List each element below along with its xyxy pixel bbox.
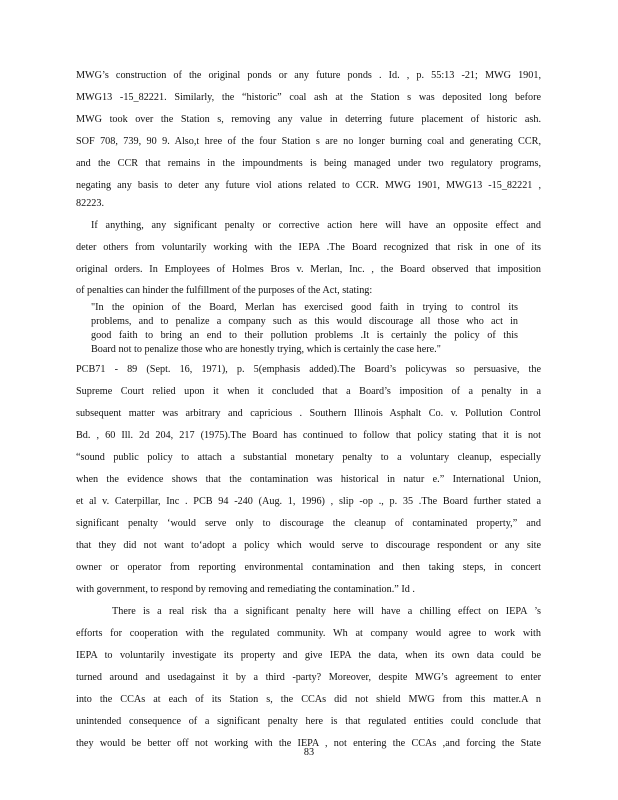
body-line: “sound public policy to attach a substantial monetary penalty to a voluntary cleanup, especially [76,452,541,463]
body-line: deter others from voluntarily working with the IEPA .The Board recognized that risk in one of its [76,242,541,253]
page-number: 83 [303,747,315,758]
body-line: owner or operator from reporting environmental contamination and then taking steps, in concert [76,562,541,573]
body-line: et al v. Caterpillar, Inc . PCB 94 -240 (Aug. 1, 1996) , slip -op ., p. 35 .The Board further stated a [76,496,541,507]
body-line: that they did not want to‘adopt a policy which would serve to discourage respondent or any site [76,540,541,551]
body-line: original orders. In Employees of Holmes Bros v. Merlan, Inc. , the Board observed that imposition [76,264,541,275]
body-line: Bd. , 60 Ill. 2d 204, 217 (1975).The Board has continued to follow that policy stating that it is not [76,430,541,441]
quote-line: problems, and to penalize a company such as this would discourage all those who act in [91,316,518,327]
body-line: PCB71 - 89 (Sept. 16, 1971), p. 5(emphasis added).The Board’s policywas so persuasive, the [76,364,541,375]
body-line: There is a real risk tha a significant penalty here will have a chilling effect on IEPA ’s [112,606,541,617]
body-line: significant penalty ‘would serve only to discourage the cleanup of contaminated property,” and [76,518,541,529]
body-line: MWG’s construction of the original ponds or any future ponds . Id. , p. 55:13 -21; MWG 1901, [76,70,541,81]
quote-line: good faith to bring an end to their pollution problems .It is certainly the policy of this [91,330,518,341]
body-line: Supreme Court relied upon it when it concluded that a Board’s imposition of a penalty in a [76,386,541,397]
body-line: efforts for cooperation with the regulated community. Wh at company would agree to work with [76,628,541,639]
body-line: and the CCR that remains in the impoundments is being managed under two regulatory programs, [76,158,541,169]
body-line: of penalties can hinder the fulfillment of the purposes of the Act, stating: [76,285,373,296]
body-line: into the CCAs at each of its Station s, the CCAs did not shield MWG from this matter.A n [76,694,541,705]
body-line: If anything, any significant penalty or corrective action here will have an opposite effect and [91,220,541,231]
body-line: unintended consequence of a significant penalty here is that regulated entities could conclude that [76,716,541,727]
body-line: subsequent matter was arbitrary and capricious . Southern Illinois Asphalt Co. v. Pollution Control [76,408,541,419]
body-line: with government, to respond by removing and remediating the contamination.” Id . [76,584,415,595]
body-line: they would be better off not working with the IEPA , not entering the CCAs ,and forcing the State [76,738,541,749]
body-line: negating any basis to deter any future viol ations related to CCR. MWG 1901, MWG13 -15_82221 , [76,180,541,191]
body-line: MWG took over the Station s, removing any value in deterring future placement of historic ash. [76,114,541,125]
body-line: SOF 708, 739, 90 9. Also,t hree of the four Station s are no longer burning coal and generating CCR, [76,136,541,147]
body-line: turned around and usedagainst it by a third -party? Moreover, despite MWG’s agreement to enter [76,672,541,683]
body-line: MWG13 -15_82221. Similarly, the “historic” coal ash at the Station s was deposited long before [76,92,541,103]
quote-line: Board not to penalize those who are honestly trying, which is certainly the case here." [91,344,441,355]
body-line: 82223. [76,198,105,209]
body-line: when the evidence shows that the contamination was historical in natur e.” International Union, [76,474,541,485]
quote-line: "In the opinion of the Board, Merlan has exercised good faith in trying to control its [91,302,518,313]
body-line: IEPA to voluntarily investigate its property and give IEPA the data, when its own data could be [76,650,541,661]
